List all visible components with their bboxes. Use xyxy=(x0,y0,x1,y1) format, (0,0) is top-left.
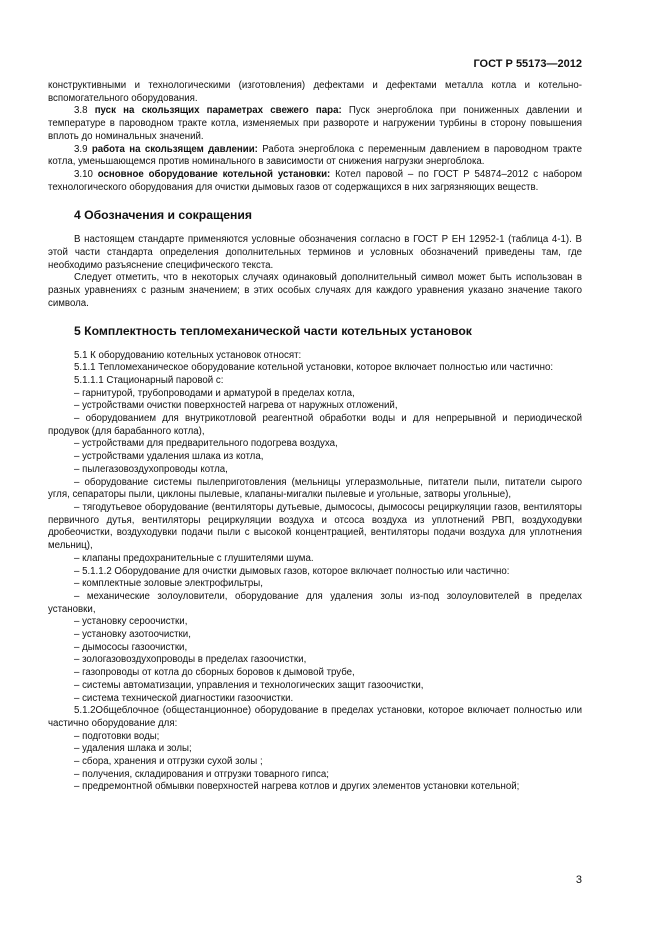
list-item: – установку азотоочистки, xyxy=(74,629,191,641)
list-item: – получения, складирования и отгрузки товарного гипса; xyxy=(74,768,329,780)
list-item: – гарнитурой, трубопроводами и арматурой в пределах котла, xyxy=(74,387,355,399)
definition-term: основное оборудование котельной установки: xyxy=(97,168,331,180)
list-item: – комплектные золовые электрофильтры, xyxy=(74,578,263,590)
definition-term: работа на скользящем давлении: xyxy=(91,143,258,155)
definition-3-9 xyxy=(48,144,582,169)
list-item: – устройствами для предварительного подогрева воздуха, xyxy=(74,438,338,450)
list-item: – устройствами удаления шлака из котла, xyxy=(74,451,264,463)
definition-text: Пуск энергоблока при пониженных давлении и температуре в пароводном тракте котла, изменяемых при развороте и нагружении турбины в сторону повышения вплоть до номинальных значений. xyxy=(48,105,582,142)
paragraph-continuation: конструктивными и технологическими (изготовления) дефектами и дефектами металла котла и котельно-вспомогательного оборудования. xyxy=(48,80,582,104)
list-item: – зологазовоздухопроводы в пределах газоочистки, xyxy=(74,654,307,666)
list-item: – предремонтной обмывки поверхностей нагрева котлов и других элементов установки котельной; xyxy=(74,781,520,793)
section-5-heading: 5 Комплектность тепломеханической части котельных установок xyxy=(74,323,472,338)
standard-code: ГОСТ Р 55173—2012 xyxy=(473,58,582,70)
definition-3-8 xyxy=(48,105,582,143)
list-item: – установку сероочистки, xyxy=(74,616,188,628)
list-item: – устройствами очистки поверхностей нагрева от наружных отложений, xyxy=(74,400,398,412)
list-item: – 5.1.1.2 Оборудование для очистки дымовых газов, которое включает полностью или частично: xyxy=(74,565,510,577)
definition-text: Котел паровой – по ГОСТ Р 54874–2012 с набором технологического оборудования для очистки дымовых газов от содержащихся в них загрязняющих веществ. xyxy=(48,168,582,193)
definition-text: Работа энергоблока с переменным давлением в пароводном тракте котла, уменьшающемся против номинального в зависимости от снижения нагрузки энергоблока. xyxy=(48,143,582,168)
list-item: – клапаны предохранительные с глушителями шума. xyxy=(74,552,314,564)
list-item: – оборудованием для внутрикотловой реагентной обработки воды и для непрерывной и периодической продувок (для барабанного котла), xyxy=(48,413,582,437)
section-4-paragraph: В настоящем стандарте применяются условные обозначения согласно в ГОСТ Р ЕН 12952-1 (таблица 4-1). В этой части стандарта определения дополнительных терминов и условных обозначений приведены там, где необходимо разъяснение специфического текста. xyxy=(48,234,582,271)
list-item: – пылегазовоздухопроводы котла, xyxy=(74,463,228,475)
definition-number: 3.9 xyxy=(74,143,92,155)
list-item: – дымососы газоочистки, xyxy=(74,641,188,653)
section-5-line: 5.1 К оборудованию котельных установок относят: xyxy=(74,349,302,361)
definition-term: пуск на скользящих параметрах свежего пара: xyxy=(94,105,342,117)
section-5-line: 5.1.1.1 Стационарный паровой с: xyxy=(74,374,224,386)
section-4-heading: 4 Обозначения и сокращения xyxy=(74,208,253,223)
definition-number: 3.10 xyxy=(74,168,98,180)
list-item: – тягодутьевое оборудование (вентиляторы дутьевые, дымососы, дымососы рециркуляции газов, вентиляторы первичного дутья, вентиляторы рециркуляции воздуха и отсоса воздуха из уплотнений РВП, воздуходувки дробеочистки, воздуходувки подачи пыли с высокой концентрацией, вентиляторы подачи воздуха для уплотнения мельниц), xyxy=(48,501,582,552)
definition-3-10 xyxy=(48,169,582,194)
list-item: – система технической диагностики газоочистки. xyxy=(74,692,294,704)
page-number: 3 xyxy=(575,874,582,886)
list-item: – газопроводы от котла до сборных боровов к дымовой трубе, xyxy=(74,667,355,679)
section-5-line: 5.1.1 Тепломеханическое оборудование котельной установки, которое включает полностью или частично: xyxy=(74,362,554,374)
list-item: – сбора, хранения и отгрузки сухой золы ; xyxy=(74,756,263,768)
list-item: – подготовки воды; xyxy=(74,730,160,742)
section-5-line: 5.1.2Общеблочное (общестанционное) оборудование в пределах установки, которое включает полностью или частично оборудование для: xyxy=(48,705,582,729)
list-item: – удаления шлака и золы; xyxy=(74,743,192,755)
list-item: – системы автоматизации, управления и технологических защит газоочистки, xyxy=(74,679,424,691)
section-4-paragraph: Следует отметить, что в некоторых случаях одинаковый дополнительный символ может быть использован в разных уравнениях с разным значением; в этих особых случаях для каждого уравнения указано значение такого символа. xyxy=(48,272,582,309)
list-item: – механические золоуловители, оборудование для удаления золы из-под золоуловителей в пределах установки, xyxy=(48,590,582,615)
list-item: – оборудование системы пылеприготовления (мельницы углеразмольные, питатели пыли, питатели сырого угля, сепараторы пыли, циклоны пылевые, клапаны-мигалки пылевые и угольные, затворы угольные), xyxy=(48,476,582,501)
page-content xyxy=(48,80,582,794)
definition-number: 3.8 xyxy=(74,105,95,117)
